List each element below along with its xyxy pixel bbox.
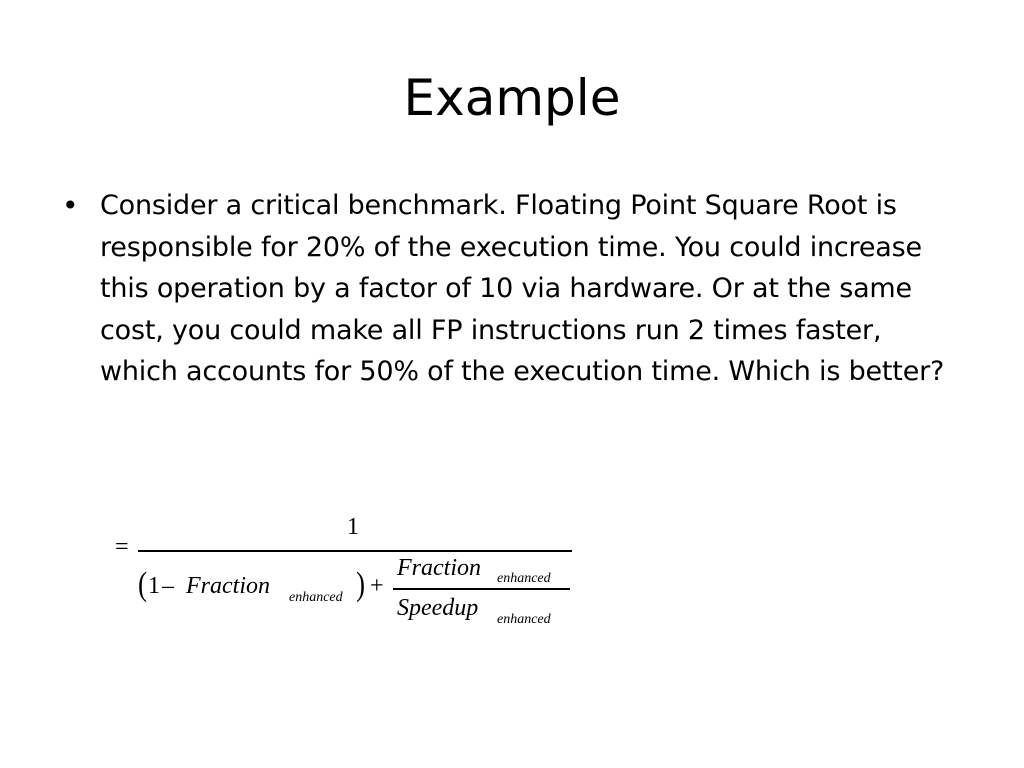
fraction-term: Fraction xyxy=(186,573,270,599)
denominator-one: 1 xyxy=(148,573,160,599)
speedup-term: Speedup xyxy=(397,595,479,621)
open-paren: ( xyxy=(138,566,148,603)
bullet-dot-icon: • xyxy=(62,189,79,222)
numerator-one: 1 xyxy=(347,514,359,540)
equals-sign: = xyxy=(115,534,129,560)
inner-fraction-subscript: enhanced xyxy=(497,571,551,586)
inner-fraction-term: Fraction xyxy=(397,555,481,581)
plus-sign: + xyxy=(370,573,384,599)
bullet-text: Consider a critical benchmark. Floating Point Square Root is responsible for 20% of the execution time. You could increase this operation by a factor of 10 via hardware. Or at the same cost, you could make all FP instructions run 2 times faster, which accounts for 50% of the execution time. Which is better? xyxy=(100,190,945,387)
inner-fraction-bar xyxy=(393,588,570,590)
close-paren: ) xyxy=(356,566,366,603)
fraction-subscript: enhanced xyxy=(289,590,343,605)
minus-sign: – xyxy=(162,573,174,599)
main-fraction-bar xyxy=(138,550,572,552)
slide-title: Example xyxy=(403,69,621,127)
speedup-subscript: enhanced xyxy=(497,612,551,627)
